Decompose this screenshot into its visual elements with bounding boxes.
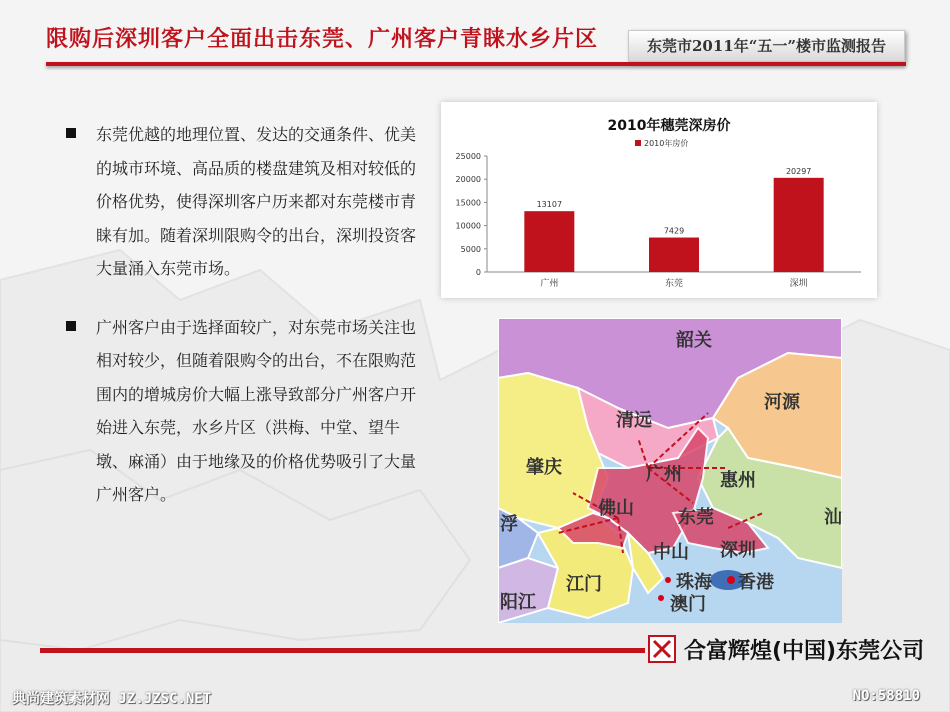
- y-tick-label: 20000: [455, 175, 481, 185]
- bullet-item-shenzhen: [60, 118, 420, 286]
- footer-number: NO:58810: [852, 688, 920, 704]
- bottom-divider: [40, 648, 645, 653]
- footer-site: 典尚建筑素材网 JZ.JZSC.NET: [12, 691, 212, 707]
- bullet-square-icon: [66, 128, 76, 138]
- y-tick-label: 0: [475, 268, 481, 277]
- brand-name: 合富辉煌(中国)东莞公司: [684, 638, 925, 664]
- y-tick-label: 15000: [455, 198, 481, 208]
- region-map-svg: [498, 318, 842, 623]
- map-label: 江门: [566, 574, 602, 595]
- y-tick-label: 25000: [455, 152, 481, 161]
- map-label: 珠海: [676, 572, 712, 593]
- bar: [524, 211, 574, 272]
- map-label: 广州: [646, 464, 682, 485]
- legend-swatch: [635, 140, 641, 146]
- map-label: 惠州: [720, 470, 756, 491]
- bar: [774, 178, 824, 272]
- map-label: 澳门: [670, 594, 706, 615]
- brand-logo-icon: [648, 635, 676, 663]
- map-label: 汕: [824, 507, 842, 528]
- bullet-item-guangzhou: [60, 311, 420, 512]
- x-tick-label: 广州: [540, 279, 559, 289]
- map-label: 浮: [500, 514, 518, 535]
- bar: [649, 238, 699, 272]
- bullet-square-icon: [66, 321, 76, 331]
- map-label: 阳江: [500, 592, 536, 613]
- map-label: 深圳: [720, 540, 756, 561]
- y-tick-label: 5000: [460, 244, 481, 254]
- brand: [648, 632, 924, 666]
- y-tick-label: 10000: [455, 221, 481, 231]
- region-map: [498, 318, 842, 623]
- data-label: 7429: [663, 226, 685, 236]
- map-label: 中山: [653, 542, 689, 563]
- map-label: 清远: [616, 410, 652, 431]
- price-chart: [441, 102, 877, 298]
- price-chart-svg: [441, 102, 877, 298]
- data-label: 13107: [536, 200, 563, 210]
- data-label: 20297: [785, 166, 812, 176]
- map-label: 佛山: [598, 498, 634, 519]
- bullet-text: 广州客户由于选择面较广，对东莞市场关注也相对较少，但随着限购令的出台，不在限购范围内的增城房价大幅上涨导致部分广州客户开始进入东莞，水乡片区（洪梅、中堂、望牛墩、麻涌）由于地缘及的价格优势吸引了大量广州客户。: [96, 317, 417, 504]
- legend-label: 2010年房价: [644, 139, 689, 148]
- report-tag: 东莞市2011年“五一”楼市监测报告: [628, 30, 905, 62]
- chart-title: 2010年穗莞深房价: [607, 118, 731, 134]
- map-label: 东莞: [678, 507, 714, 528]
- map-label: 韶关: [676, 330, 712, 351]
- map-label: 河源: [764, 392, 800, 413]
- x-tick-label: 深圳: [789, 279, 808, 289]
- x-tick-label: 东莞: [664, 279, 684, 289]
- map-label: 肇庆: [526, 457, 562, 478]
- page-title: 限购后深圳客户全面出击东莞、广州客户青睐水乡片区: [46, 27, 599, 52]
- bullet-text: 东莞优越的地理位置、发达的交通条件、优美的城市环境、高品质的楼盘建筑及相对较低的价格优势，使得深圳客户历来都对东莞楼市青睐有加。随着深圳限购令的出台，深圳投资客大量涌入东莞市场。: [96, 125, 417, 278]
- top-divider: [46, 62, 906, 66]
- map-label: 香港: [738, 572, 774, 593]
- bullet-list: [60, 118, 420, 512]
